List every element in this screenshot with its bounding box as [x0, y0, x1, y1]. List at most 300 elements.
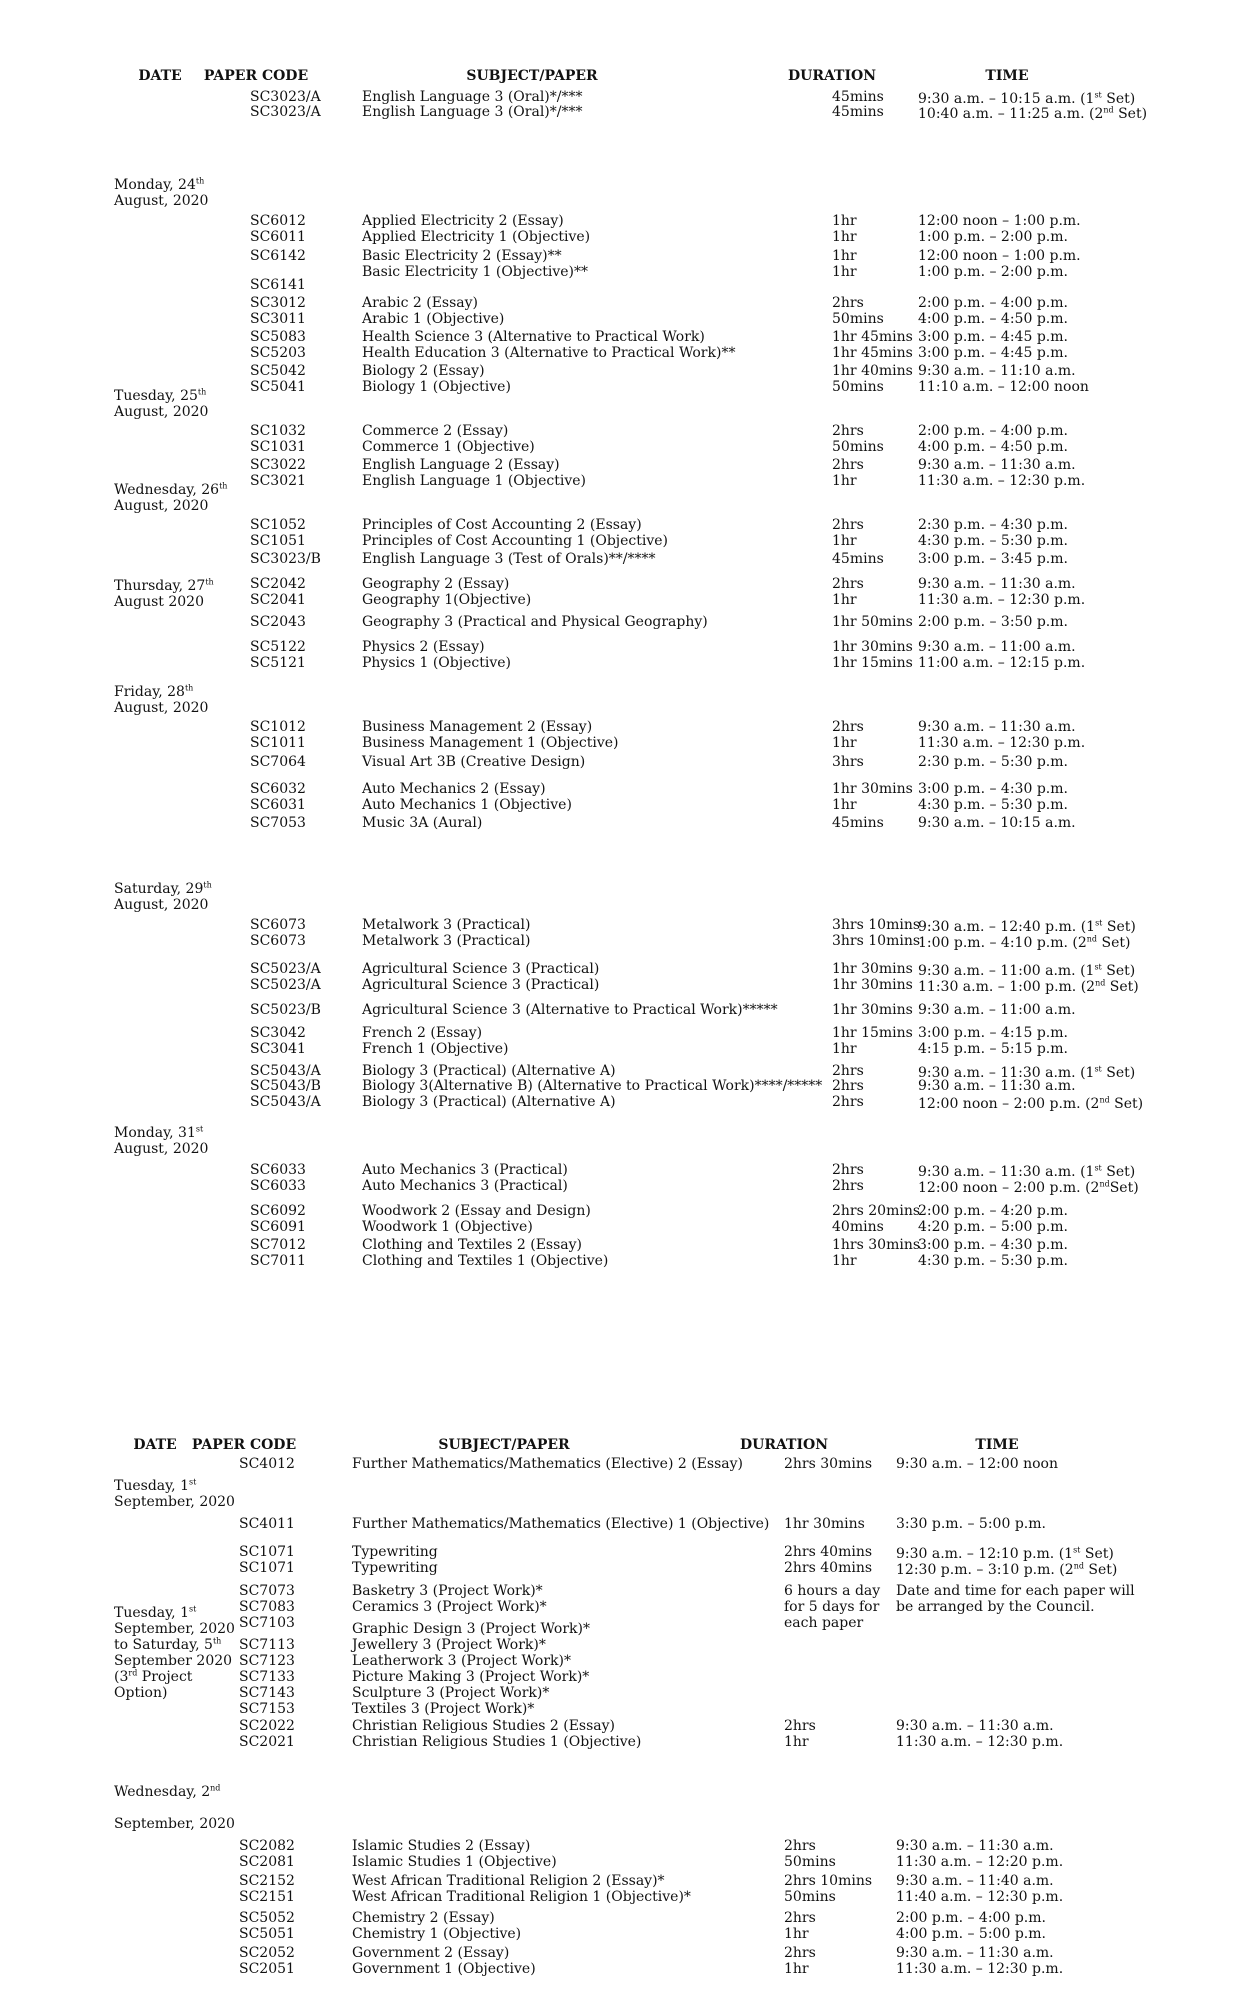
- header-date: DATE: [133, 1437, 177, 1453]
- time-range: 9:30 a.m. – 11:30 a.m.: [896, 1838, 1054, 1854]
- paper-code: SC7133: [239, 1669, 295, 1685]
- time-range: 2:30 p.m. – 4:30 p.m.: [918, 517, 1068, 533]
- paper-code: SC4012: [239, 1456, 295, 1472]
- time-range: 10:40 a.m. – 11:25 a.m. (2: [918, 106, 1104, 122]
- exam-time: [918, 473, 1085, 489]
- date-line: [114, 1669, 235, 1685]
- date-day: Monday, 24: [114, 177, 196, 193]
- date-month: August 2020: [114, 594, 204, 610]
- subject-paper: Music 3A (Aural): [362, 815, 483, 831]
- header-time: TIME: [975, 1437, 1019, 1453]
- paper-code: SC3023/A: [250, 104, 321, 120]
- date-line: [114, 1816, 235, 1832]
- time-range: 2:00 p.m. – 3:50 p.m.: [918, 614, 1068, 630]
- exam-time: [918, 1203, 1068, 1219]
- paper-code: SC3011: [250, 311, 306, 327]
- exam-time: [896, 1838, 1054, 1854]
- time-range: 3:00 p.m. – 3:45 p.m.: [918, 551, 1068, 567]
- header-time: TIME: [985, 68, 1029, 84]
- duration: 2hrs: [832, 1162, 864, 1178]
- date-month: August, 2020: [114, 404, 209, 420]
- subject-paper: Typewriting: [352, 1544, 438, 1560]
- exam-time: [918, 781, 1068, 797]
- subject-paper: Business Management 2 (Essay): [362, 719, 593, 735]
- header-duration: DURATION: [739, 1437, 829, 1453]
- exam-date: [114, 1605, 235, 1701]
- date-month: September, 2020: [114, 1494, 235, 1510]
- date-line: [114, 1621, 235, 1637]
- paper-code: SC7064: [250, 754, 306, 770]
- paper-code: SC1052: [250, 517, 306, 533]
- subject-paper: Chemistry 2 (Essay): [352, 1910, 495, 1926]
- exam-time: [918, 517, 1068, 533]
- duration: 2hrs 20mins: [832, 1203, 921, 1219]
- time-range: 9:30 a.m. – 11:30 a.m.: [896, 1718, 1054, 1734]
- subject-paper: Leatherwork 3 (Project Work)*: [352, 1653, 571, 1669]
- date-range: to Saturday, 5: [114, 1637, 213, 1653]
- time-range: 4:00 p.m. – 4:50 p.m.: [918, 311, 1068, 327]
- date-day: Wednesday, 2: [114, 1784, 211, 1800]
- subject-paper: Auto Mechanics 3 (Practical): [362, 1162, 568, 1178]
- header-duration: DURATION: [787, 68, 877, 84]
- exam-time: [918, 935, 1130, 951]
- duration: 1hr 30mins: [784, 1516, 865, 1532]
- superscript: nd: [1086, 934, 1098, 944]
- subject-paper: English Language 2 (Essay): [362, 457, 560, 473]
- time-range: 9:30 a.m. – 11:30 a.m. (1: [918, 1065, 1095, 1081]
- subject-paper: Typewriting: [352, 1560, 438, 1576]
- exam-time: [918, 963, 1135, 979]
- duration: 6 hours a day: [784, 1583, 881, 1599]
- exam-time: [918, 1025, 1068, 1041]
- duration: 2hrs: [784, 1910, 816, 1926]
- header-date: DATE: [138, 68, 182, 84]
- time-range: 9:30 a.m. – 11:30 a.m.: [918, 576, 1076, 592]
- time-range: 1:00 p.m. – 4:10 p.m. (2: [918, 935, 1087, 951]
- time-range: 4:20 p.m. – 5:00 p.m.: [918, 1219, 1068, 1235]
- subject-paper: Applied Electricity 1 (Objective): [362, 229, 591, 245]
- subject-paper: French 1 (Objective): [362, 1041, 509, 1057]
- superscript: nd: [210, 1783, 221, 1793]
- duration: 1hr 15mins: [832, 655, 913, 671]
- time-set: Set): [1097, 935, 1131, 951]
- subject-paper: Chemistry 1 (Objective): [352, 1926, 522, 1942]
- paper-code: SC1032: [250, 423, 306, 439]
- paper-code: SC1011: [250, 735, 306, 751]
- exam-time: [918, 295, 1068, 311]
- duration: 2hrs: [832, 1178, 864, 1194]
- subject-paper: Arabic 1 (Objective): [362, 311, 505, 327]
- date-day: Thursday, 27: [114, 578, 206, 594]
- duration: 1hr 30mins: [832, 961, 913, 977]
- duration: 1hr 15mins: [832, 1025, 913, 1041]
- subject-paper: Woodwork 2 (Essay and Design): [362, 1203, 591, 1219]
- exam-time: [918, 248, 1081, 264]
- date-day: Monday, 31: [114, 1125, 196, 1141]
- superscript: st: [1094, 90, 1102, 100]
- time-range: 3:30 p.m. – 5:00 p.m.: [896, 1516, 1046, 1532]
- header-code: PAPER CODE: [203, 68, 309, 84]
- time-range: 9:30 a.m. – 11:40 a.m.: [896, 1873, 1054, 1889]
- date-line: [114, 1141, 208, 1157]
- exam-time: [918, 533, 1068, 549]
- exam-time: [918, 815, 1076, 831]
- exam-time: [918, 1002, 1076, 1018]
- duration: 2hrs: [832, 517, 864, 533]
- time-range: 9:30 a.m. – 11:30 a.m.: [918, 719, 1076, 735]
- subject-paper: Biology 3(Alternative B) (Alternative to Practical Work)****/*****: [362, 1078, 823, 1094]
- exam-time: [918, 735, 1085, 751]
- date-note: Project: [137, 1669, 193, 1685]
- exam-time: [918, 1078, 1076, 1094]
- paper-code: SC2042: [250, 576, 306, 592]
- duration: 2hrs: [832, 719, 864, 735]
- duration: 1hr 45mins: [832, 345, 913, 361]
- time-range: 11:00 a.m. – 12:15 p.m.: [918, 655, 1086, 671]
- duration: 2hrs: [832, 457, 864, 473]
- superscript: nd: [1095, 978, 1106, 988]
- date-line: [114, 1605, 235, 1621]
- time-range: 9:30 a.m. – 11:10 a.m.: [918, 363, 1076, 379]
- exam-time: [918, 363, 1076, 379]
- subject-paper: Health Education 3 (Alternative to Practical Work)**: [362, 345, 736, 361]
- duration: 1hrs 30mins: [832, 1237, 921, 1253]
- paper-code: SC2021: [239, 1734, 295, 1750]
- subject-paper: Government 1 (Objective): [352, 1961, 536, 1977]
- duration: 1hr: [784, 1734, 809, 1750]
- exam-time: [918, 576, 1076, 592]
- duration: 1hr: [784, 1961, 809, 1977]
- paper-code: SC7153: [239, 1701, 295, 1717]
- superscript: nd: [1103, 105, 1114, 115]
- paper-code: SC6033: [250, 1178, 306, 1194]
- duration: 1hr: [832, 1253, 857, 1269]
- duration: 1hr: [784, 1926, 809, 1942]
- paper-code: SC6141: [250, 277, 306, 293]
- exam-time: [918, 655, 1085, 671]
- time-range: 12:00 noon – 2:00 p.m. (2: [918, 1180, 1100, 1196]
- time-range: 9:30 a.m. – 11:00 a.m.: [918, 639, 1076, 655]
- date-day: Saturday, 29: [114, 881, 204, 897]
- subject-paper: Business Management 1 (Objective): [362, 735, 619, 751]
- date-line: [114, 881, 212, 897]
- duration: 1hr 50mins: [832, 614, 913, 630]
- duration: 1hr 30mins: [832, 639, 913, 655]
- date-line: [114, 404, 208, 420]
- paper-code: SC3023/B: [250, 551, 321, 567]
- date-month: September, 2020: [114, 1621, 235, 1637]
- duration: 1hr 30mins: [832, 781, 913, 797]
- subject-paper: Government 2 (Essay): [352, 1945, 510, 1961]
- paper-code: SC6033: [250, 1162, 306, 1178]
- paper-code: SC6073: [250, 933, 306, 949]
- subject-paper: Biology 2 (Essay): [362, 363, 485, 379]
- paper-code: SC7083: [239, 1599, 295, 1615]
- paper-code: SC5121: [250, 655, 306, 671]
- date-day: Tuesday, 25: [114, 388, 198, 404]
- date-line: [114, 684, 208, 700]
- subject-paper: Basic Electricity 1 (Objective)**: [362, 264, 588, 280]
- exam-time: [918, 439, 1068, 455]
- date-line: [114, 700, 208, 716]
- subject-paper: Arabic 2 (Essay): [362, 295, 479, 311]
- superscript: rd: [128, 1668, 138, 1678]
- subject-paper: Basic Electricity 2 (Essay)**: [362, 248, 562, 264]
- time-set: Set): [1109, 1180, 1139, 1196]
- exam-time: [918, 106, 1147, 122]
- duration: 2hrs 10mins: [784, 1873, 873, 1889]
- date-line: [114, 193, 208, 209]
- paper-code: SC5043/B: [250, 1078, 321, 1094]
- time-range: 12:00 noon – 2:00 p.m. (2: [918, 1096, 1100, 1112]
- superscript: st: [189, 1604, 197, 1614]
- time-range: 12:30 p.m. – 3:10 p.m. (2: [896, 1562, 1074, 1578]
- header-subject: SUBJECT/PAPER: [438, 1437, 570, 1453]
- paper-code: SC5042: [250, 363, 306, 379]
- duration: 2hrs: [832, 295, 864, 311]
- time-range: 9:30 a.m. – 11:00 a.m. (1: [918, 963, 1095, 979]
- exam-time: [896, 1961, 1063, 1977]
- subject-paper: Woodwork 1 (Objective): [362, 1219, 533, 1235]
- paper-code: SC5043/A: [250, 1094, 321, 1110]
- paper-code: SC5023/B: [250, 1002, 321, 1018]
- subject-paper: Biology 1 (Objective): [362, 379, 511, 395]
- time-set: Set): [1101, 1164, 1136, 1180]
- duration: 50mins: [784, 1889, 836, 1905]
- time-range: 11:30 a.m. – 12:20 p.m.: [896, 1854, 1064, 1870]
- paper-code: SC2043: [250, 614, 306, 630]
- time-range: 4:30 p.m. – 5:30 p.m.: [918, 533, 1068, 549]
- subject-paper: Islamic Studies 2 (Essay): [352, 1838, 531, 1854]
- paper-code: SC7053: [250, 815, 306, 831]
- duration: 2hrs: [784, 1838, 816, 1854]
- paper-code: SC7143: [239, 1685, 295, 1701]
- paper-code: SC4011: [239, 1516, 295, 1532]
- subject-paper: Christian Religious Studies 2 (Essay): [352, 1718, 616, 1734]
- superscript: st: [1073, 1545, 1081, 1555]
- subject-paper: Geography 2 (Essay): [362, 576, 510, 592]
- time-range: 12:00 noon – 1:00 p.m.: [918, 213, 1081, 229]
- subject-paper: Textiles 3 (Project Work)*: [352, 1701, 535, 1717]
- subject-paper: Basketry 3 (Project Work)*: [352, 1583, 543, 1599]
- time-range: 4:00 p.m. – 5:00 p.m.: [896, 1926, 1046, 1942]
- time-range: 9:30 a.m. – 10:15 a.m. (1: [918, 91, 1095, 107]
- time-range: 2:00 p.m. – 4:20 p.m.: [918, 1203, 1068, 1219]
- exam-time: [896, 1854, 1063, 1870]
- time-range: 11:30 a.m. – 12:30 p.m.: [896, 1961, 1064, 1977]
- subject-paper: English Language 3 (Oral)*/***: [362, 104, 583, 120]
- subject-paper: Auto Mechanics 2 (Essay): [362, 781, 546, 797]
- subject-paper: Agricultural Science 3 (Alternative to Practical Work)*****: [362, 1002, 778, 1018]
- time-range: 12:00 noon – 1:00 p.m.: [918, 248, 1081, 264]
- time-range: 9:30 a.m. – 11:30 a.m.: [918, 457, 1076, 473]
- time-range: 11:30 a.m. – 12:30 p.m.: [918, 592, 1086, 608]
- exam-time: [918, 797, 1068, 813]
- date-line: [114, 1784, 220, 1800]
- duration: 40mins: [832, 1219, 884, 1235]
- superscript: th: [184, 683, 194, 693]
- time-set: Set): [1109, 1096, 1144, 1112]
- duration: 1hr: [832, 735, 857, 751]
- subject-paper: English Language 3 (Test of Orals)**/****: [362, 551, 656, 567]
- time-range: 11:30 a.m. – 12:30 p.m.: [896, 1734, 1064, 1750]
- superscript: st: [1094, 962, 1102, 972]
- subject-paper: Visual Art 3B (Creative Design): [362, 754, 586, 770]
- superscript: th: [195, 176, 205, 186]
- duration: 2hrs 30mins: [784, 1456, 873, 1472]
- exam-time: [918, 1253, 1068, 1269]
- duration: 2hrs 40mins: [784, 1544, 873, 1560]
- subject-paper: West African Traditional Religion 1 (Objective)*: [352, 1889, 691, 1905]
- duration: 50mins: [832, 439, 884, 455]
- subject-paper: Principles of Cost Accounting 1 (Objective): [362, 533, 669, 549]
- date-day: Friday, 28: [114, 684, 185, 700]
- time-set: Set): [1080, 1546, 1114, 1562]
- date-line: [114, 1653, 235, 1669]
- time-set: Set): [1101, 1065, 1136, 1081]
- superscript: nd: [1073, 1561, 1084, 1571]
- paper-code: SC5083: [250, 329, 306, 345]
- duration: 2hrs 40mins: [784, 1560, 873, 1576]
- time-range: 9:30 a.m. – 11:00 a.m.: [918, 1002, 1076, 1018]
- subject-paper: Principles of Cost Accounting 2 (Essay): [362, 517, 642, 533]
- duration: 1hr: [832, 213, 857, 229]
- paper-code: SC7123: [239, 1653, 295, 1669]
- subject-paper: Metalwork 3 (Practical): [362, 933, 531, 949]
- exam-time: [918, 213, 1081, 229]
- exam-time: [918, 919, 1136, 935]
- superscript: nd: [1099, 1179, 1110, 1189]
- paper-code: SC2081: [239, 1854, 295, 1870]
- time-set: Set): [1102, 919, 1136, 935]
- exam-date: [114, 1478, 235, 1510]
- duration: 1hr: [832, 797, 857, 813]
- time-range: 4:15 p.m. – 5:15 p.m.: [918, 1041, 1068, 1057]
- time-set: Set): [1101, 963, 1136, 979]
- time-range: 2:00 p.m. – 4:00 p.m.: [918, 423, 1068, 439]
- time-range: 9:30 a.m. – 11:30 a.m. (1: [918, 1164, 1095, 1180]
- duration: each paper: [784, 1615, 864, 1631]
- paper-code: SC5203: [250, 345, 306, 361]
- exam-date: [114, 388, 208, 420]
- subject-paper: Metalwork 3 (Practical): [362, 917, 531, 933]
- subject-paper: Further Mathematics/Mathematics (Elective) 1 (Objective): [352, 1516, 770, 1532]
- time-range: 2:00 p.m. – 4:00 p.m.: [918, 295, 1068, 311]
- subject-paper: Biology 3 (Practical) (Alternative A): [362, 1094, 616, 1110]
- time-range: 11:10 a.m. – 12:00 noon: [918, 379, 1089, 395]
- exam-time: [918, 719, 1076, 735]
- paper-code: SC7113: [239, 1637, 295, 1653]
- duration: for 5 days for: [784, 1599, 880, 1615]
- exam-time: [896, 1910, 1046, 1926]
- exam-time: [918, 457, 1076, 473]
- superscript: nd: [1099, 1095, 1110, 1105]
- superscript: th: [212, 1636, 222, 1646]
- subject-paper: English Language 3 (Oral)*/***: [362, 89, 583, 105]
- exam-time: [918, 551, 1068, 567]
- paper-code: SC1012: [250, 719, 306, 735]
- date-line: [114, 1125, 208, 1141]
- superscript: th: [219, 481, 228, 491]
- exam-time: [918, 592, 1085, 608]
- exam-time: [918, 754, 1068, 770]
- paper-code: SC5041: [250, 379, 306, 395]
- exam-time: [918, 264, 1068, 280]
- date-note: Option): [114, 1685, 168, 1701]
- exam-time: [918, 345, 1068, 361]
- duration: 1hr: [832, 473, 857, 489]
- time-range: Date and time for each paper will: [896, 1583, 1135, 1599]
- paper-code: SC5052: [239, 1910, 295, 1926]
- duration: 1hr 40mins: [832, 363, 913, 379]
- subject-paper: Sculpture 3 (Project Work)*: [352, 1685, 550, 1701]
- paper-code: SC1031: [250, 439, 306, 455]
- paper-code: SC6031: [250, 797, 306, 813]
- subject-paper: Auto Mechanics 1 (Objective): [362, 797, 572, 813]
- exam-time: [896, 1583, 1135, 1599]
- date-line: [114, 388, 208, 404]
- subject-paper: Clothing and Textiles 1 (Objective): [362, 1253, 609, 1269]
- exam-time: [918, 379, 1089, 395]
- subject-paper: Geography 1(Objective): [362, 592, 532, 608]
- exam-time: [918, 614, 1068, 630]
- time-range: 3:00 p.m. – 4:45 p.m.: [918, 345, 1068, 361]
- duration: 2hrs: [832, 423, 864, 439]
- header-code: PAPER CODE: [191, 1437, 297, 1453]
- paper-code: SC1071: [239, 1544, 295, 1560]
- exam-time: [896, 1945, 1054, 1961]
- subject-paper: Islamic Studies 1 (Objective): [352, 1854, 557, 1870]
- exam-time: [896, 1546, 1114, 1562]
- subject-paper: Health Science 3 (Alternative to Practical Work): [362, 329, 705, 345]
- time-set: Set): [1101, 91, 1136, 107]
- exam-time: [896, 1873, 1054, 1889]
- superscript: st: [1094, 1163, 1102, 1173]
- time-range: 9:30 a.m. – 12:10 p.m. (1: [896, 1546, 1074, 1562]
- date-line: [114, 482, 227, 498]
- exam-time: [918, 311, 1068, 327]
- duration: 1hr: [832, 533, 857, 549]
- subject-paper: Applied Electricity 2 (Essay): [362, 213, 564, 229]
- paper-code: SC1051: [250, 533, 306, 549]
- time-range: 2:00 p.m. – 4:00 p.m.: [896, 1910, 1046, 1926]
- duration: 2hrs: [832, 1063, 864, 1079]
- time-range: 2:30 p.m. – 5:30 p.m.: [918, 754, 1068, 770]
- time-range: 11:30 a.m. – 1:00 p.m. (2: [918, 979, 1096, 995]
- paper-code: SC3012: [250, 295, 306, 311]
- superscript: st: [1095, 918, 1103, 928]
- subject-paper: West African Traditional Religion 2 (Essay)*: [352, 1873, 665, 1889]
- duration: 50mins: [832, 311, 884, 327]
- paper-code: SC6142: [250, 248, 306, 264]
- exam-date: [114, 1816, 235, 1832]
- paper-code: SC3021: [250, 473, 306, 489]
- paper-code: SC3022: [250, 457, 306, 473]
- exam-time: [918, 979, 1139, 995]
- paper-code: SC2152: [239, 1873, 295, 1889]
- paper-code: SC7011: [250, 1253, 306, 1269]
- subject-paper: Auto Mechanics 3 (Practical): [362, 1178, 568, 1194]
- exam-time: [896, 1562, 1117, 1578]
- time-range: be arranged by the Council.: [896, 1599, 1095, 1615]
- time-range: 9:30 a.m. – 12:40 p.m. (1: [918, 919, 1096, 935]
- superscript: st: [195, 1124, 204, 1134]
- subject-paper: Further Mathematics/Mathematics (Elective) 2 (Essay): [352, 1456, 744, 1472]
- duration: 45mins: [832, 815, 884, 831]
- time-set: Set): [1113, 106, 1148, 122]
- superscript: st: [1094, 1064, 1102, 1074]
- duration: 1hr: [832, 592, 857, 608]
